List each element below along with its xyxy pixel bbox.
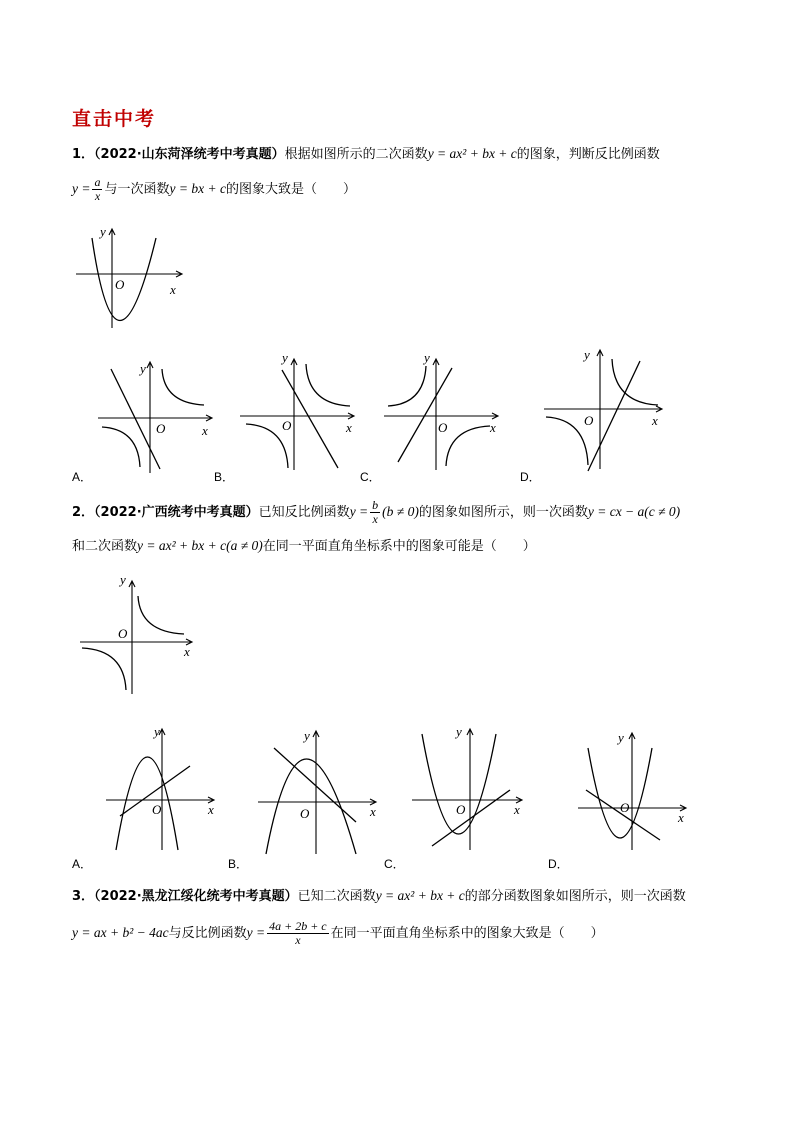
origin-label: O [620, 800, 630, 815]
y-label: y [304, 728, 310, 743]
q2-frac-prefix: y = [349, 504, 369, 519]
q3-frac-den: x [295, 933, 301, 947]
q1-frac-prefix: y = [72, 181, 91, 196]
q2-text-b: 的图象如图所示，则一次函数 [418, 505, 588, 520]
q1-frac-num: a [94, 175, 101, 189]
q1-option-b-graph [238, 350, 363, 475]
y-label: y [140, 361, 146, 376]
q1-text-d: 的图象大致是（ ） [225, 182, 356, 197]
y-label: y [584, 347, 590, 362]
origin-label: O [438, 420, 448, 435]
q1-text-a: 根据如图所示的二次函数 [284, 147, 428, 162]
q3-text-d: 在同一平面直角坐标系中的图象大致是（ ） [330, 926, 604, 941]
q2-frac-den: x [372, 512, 378, 526]
q1-formula-a: y = ax² + bx + c [427, 146, 517, 161]
q1-frac-den: x [94, 189, 101, 203]
q2-line-2 [72, 536, 536, 557]
q1-fraction [92, 176, 102, 203]
q2-option-a-graph [104, 724, 219, 854]
q1-formula-b: y = bx + c [169, 181, 226, 196]
y-label: y [154, 724, 160, 739]
y-label: y [618, 730, 624, 745]
q2-option-a-label[interactable]: A． [72, 857, 93, 871]
x-label: x [490, 420, 496, 435]
q1-text-b: 的图象，判断反比例函数 [516, 147, 660, 162]
q2-option-d-label[interactable]: D． [548, 857, 569, 871]
x-label: x [514, 802, 520, 817]
x-label: x [370, 804, 376, 819]
q2-source: （2022·广西统考中考真题） [94, 505, 259, 520]
origin-label: O [118, 626, 128, 641]
origin-label: O [584, 413, 594, 428]
q1-option-a-graph [96, 355, 221, 477]
q2-number: 2． [72, 505, 95, 520]
q1-option-d-label[interactable]: D． [520, 470, 541, 484]
q3-text-a: 已知二次函数 [297, 889, 376, 904]
q3-source: （2022·黑龙江绥化统考中考真题） [94, 889, 298, 904]
q3-formula-b: y = ax + b² − 4ac [72, 925, 169, 940]
q2-option-c-label[interactable]: C． [384, 857, 405, 871]
q2-text-a: 已知反比例函数 [258, 505, 350, 520]
origin-label: O [300, 806, 310, 821]
origin-label: O [115, 277, 125, 292]
x-label: x [652, 413, 658, 428]
q3-text-c: 与反比例函数 [168, 926, 247, 941]
q1-option-a-label[interactable]: A． [72, 470, 93, 484]
origin-label: O [456, 802, 466, 817]
x-label: x [170, 282, 176, 297]
q1-number: 1． [72, 147, 95, 162]
q3-formula-a: y = ax² + bx + c [375, 888, 465, 903]
q3-frac-num: 4a + 2b + c [269, 919, 327, 933]
origin-label: O [282, 418, 292, 433]
y-label: y [120, 572, 126, 587]
q1-line-2 [72, 176, 356, 203]
q1-option-c-graph [382, 350, 507, 475]
y-label: y [456, 724, 462, 739]
q2-option-d-graph [576, 728, 691, 854]
q3-line-1 [72, 886, 686, 907]
section-title: 直击中考 [72, 108, 157, 130]
x-label: x [202, 423, 208, 438]
q1-text-c: 与一次函数 [104, 182, 170, 197]
x-label: x [678, 810, 684, 825]
q1-option-c-label[interactable]: C． [360, 470, 381, 484]
q1-option-b-label[interactable]: B． [214, 470, 235, 484]
y-label: y [282, 350, 288, 365]
q3-fraction [267, 920, 329, 947]
origin-label: O [152, 802, 162, 817]
q3-number: 3． [72, 889, 95, 904]
q2-formula-c: y = ax² + bx + c(a ≠ 0) [137, 538, 263, 553]
q1-line-1 [72, 144, 660, 165]
q2-formula-a: (b ≠ 0) [382, 504, 419, 519]
q3-frac-prefix: y = [246, 925, 266, 940]
q3-text-b: 的部分函数图象如图所示，则一次函数 [464, 889, 686, 904]
q2-option-c-graph [410, 724, 525, 854]
x-label: x [346, 420, 352, 435]
q2-option-b-label[interactable]: B． [228, 857, 249, 871]
q2-main-graph [76, 572, 201, 697]
y-label: y [100, 224, 106, 239]
q2-frac-num: b [372, 498, 379, 512]
q1-option-d-graph [540, 345, 670, 473]
q2-fraction [370, 499, 380, 526]
q1-main-graph [72, 218, 192, 333]
q2-line-1 [72, 499, 680, 526]
q2-option-b-graph [256, 726, 381, 856]
q3-line-2 [72, 920, 604, 947]
x-label: x [208, 802, 214, 817]
q2-text-c: 和二次函数 [72, 539, 138, 554]
x-label: x [184, 644, 190, 659]
q2-text-d: 在同一平面直角坐标系中的图象可能是（ ） [262, 539, 536, 554]
y-label: y [424, 350, 430, 365]
q1-source: （2022·山东菏泽统考中考真题） [94, 147, 285, 162]
q2-formula-b: y = cx − a(c ≠ 0) [587, 504, 681, 519]
origin-label: O [156, 421, 166, 436]
